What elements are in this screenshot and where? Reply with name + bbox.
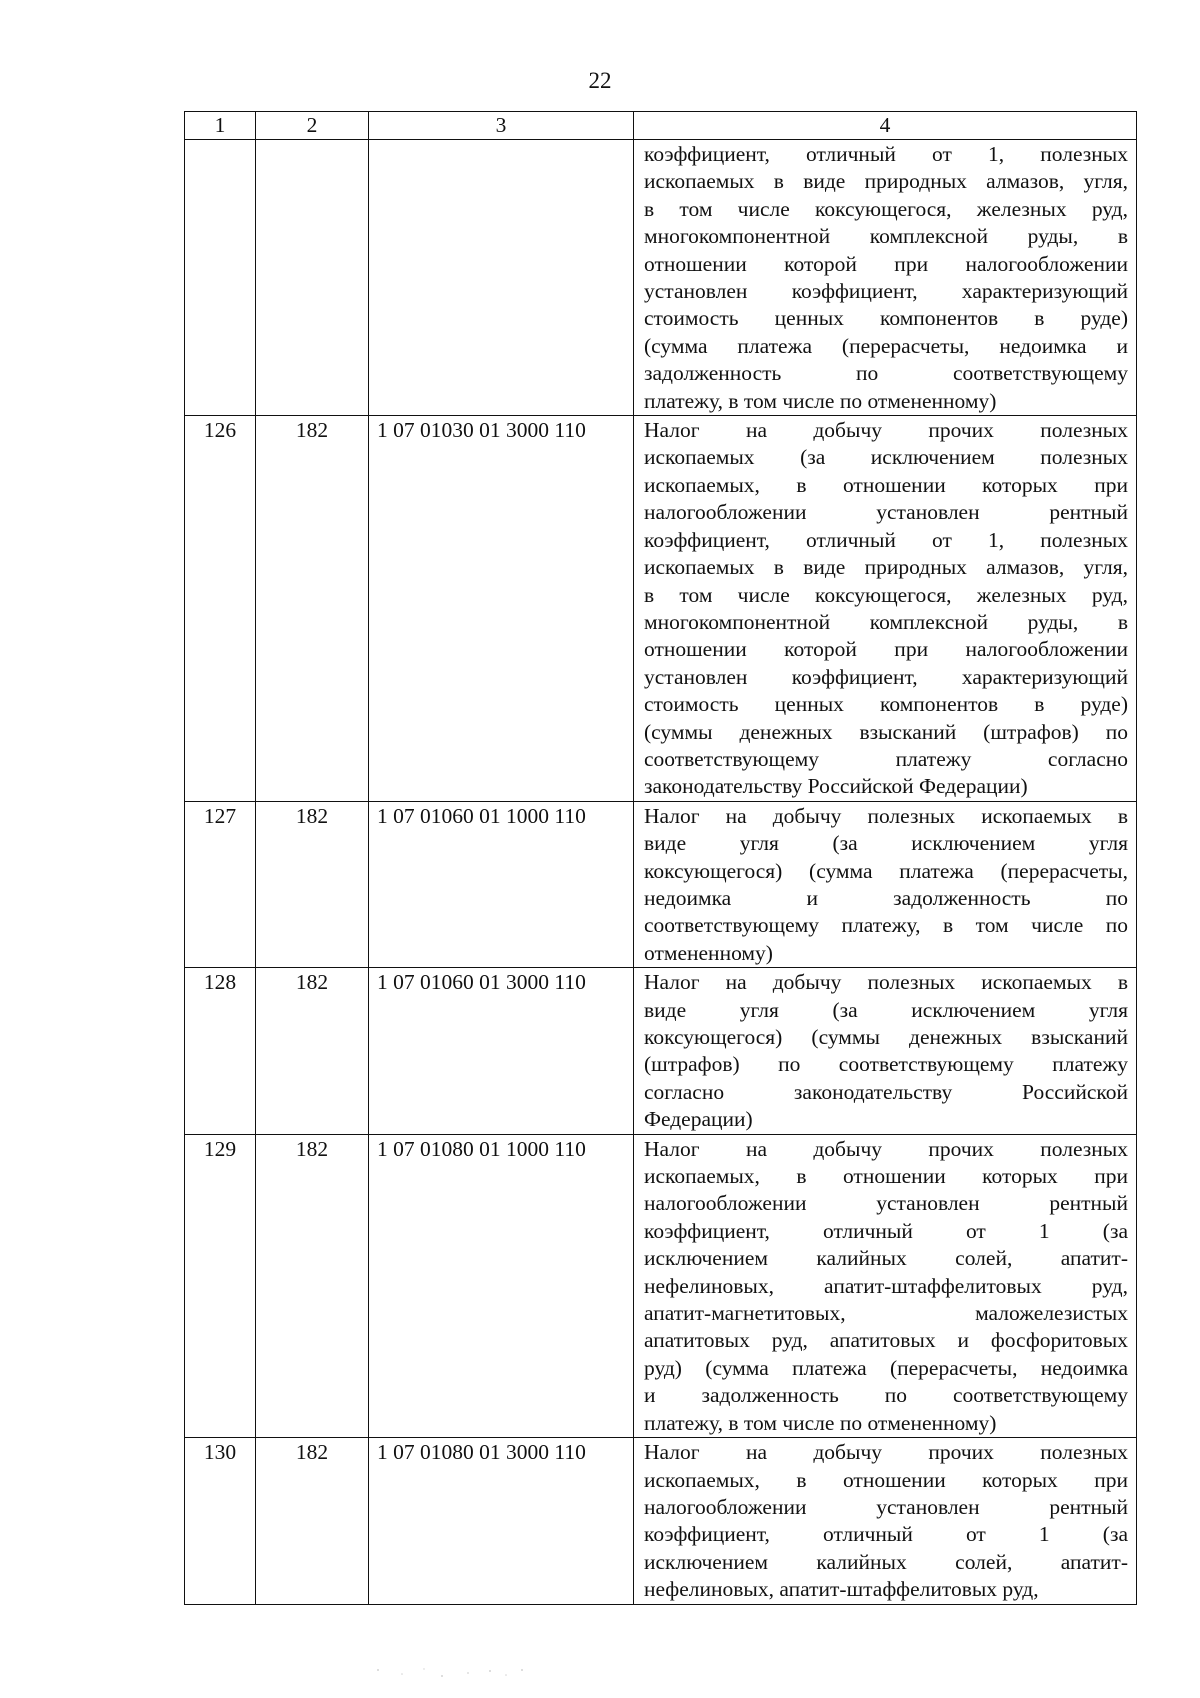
description-line: задолженность по соответствующему [644,361,1128,386]
income-description [634,1134,1137,1437]
scan-smudge [372,1665,532,1679]
budget-classification-code: 1 07 01080 01 1000 110 [369,1134,634,1437]
description-line: исключением калийных солей, апатит- [644,1549,1128,1574]
description-line: платежу, в том числе по отмененному) [644,388,997,413]
administrator-code: 182 [256,968,369,1134]
administrator-code: 182 [256,1438,369,1604]
description-line: налогообложении установлен рентный [644,1494,1128,1519]
description-line: налогообложении установлен рентный [644,500,1128,525]
description-line: апатитовых руд, апатитовых и фосфоритовых [644,1328,1128,1353]
table-row [185,140,1137,416]
description-line: (сумма платежа (перерасчеты, недоимка и [644,333,1128,358]
row-number: 127 [185,801,256,967]
description-line: (суммы денежных взысканий (штрафов) по [644,719,1128,744]
description-line: виде угля (за исключением угля [644,831,1128,856]
budget-classification-code: 1 07 01030 01 3000 110 [369,416,634,802]
description-line: Налог на добычу прочих полезных [644,1136,1128,1161]
description-line: установлен коэффициент, характеризующий [644,664,1128,689]
header-col-3: 3 [369,112,634,140]
table-row [185,1438,1137,1604]
description-line: коксующегося) (сумма платежа (перерасчеты, [644,858,1128,883]
description-line: стоимость ценных компонентов в руде) [644,306,1128,331]
description-line: коксующегося) (суммы денежных взысканий [644,1025,1128,1049]
administrator-code [256,140,369,416]
description-line: (штрафов) по соответствующему платежу [644,1052,1128,1077]
description-line: Налог на добычу полезных ископаемых в [644,970,1128,995]
table-header-row [185,112,1137,140]
row-number [185,140,256,416]
budget-classification-code: 1 07 01060 01 3000 110 [369,968,634,1134]
description-line: недоимка и задолженность по [644,885,1128,910]
description-line: ископаемых, в отношении которых при [644,1164,1128,1189]
table-row [185,801,1137,967]
description-line: Налог на добычу прочих полезных [644,1440,1128,1465]
income-description [634,1438,1137,1604]
description-line: ископаемых, в отношении которых при [644,472,1128,497]
table-row [185,968,1137,1134]
table-body [185,140,1137,1605]
administrator-code: 182 [256,801,369,967]
description-line: установлен коэффициент, характеризующий [644,279,1128,304]
budget-codes-table [184,111,1137,1605]
description-line: в том числе коксующегося, железных руд, [644,196,1128,221]
header-col-4: 4 [634,112,1137,140]
budget-classification-code: 1 07 01060 01 1000 110 [369,801,634,967]
header-col-1: 1 [185,112,256,140]
budget-classification-code [369,140,634,416]
description-line: виде угля (за исключением угля [644,997,1128,1022]
description-line: ископаемых (за исключением полезных [644,445,1128,470]
income-description [634,140,1137,416]
description-line: нефелиновых, апатит-штаффелитовых руд, [644,1273,1128,1298]
administrator-code: 182 [256,1134,369,1437]
description-line: и задолженность по соответствующему [644,1383,1128,1408]
description-line: коэффициент, отличный от 1, полезных [644,142,1128,166]
description-line: отмененному) [644,940,773,965]
description-line: ископаемых в виде природных алмазов, угля, [644,169,1128,194]
description-line: многокомпонентной комплексной руды, в [644,224,1128,249]
description-line: налогообложении установлен рентный [644,1191,1128,1216]
row-number: 126 [185,416,256,802]
description-line: ископаемых, в отношении которых при [644,1467,1128,1492]
description-line: апатит-магнетитовых, маложелезистых [644,1301,1128,1326]
description-line: нефелиновых, апатит-штаффелитовых руд, [644,1577,1039,1602]
description-line: отношении которой при налогообложении [644,637,1128,662]
description-line: в том числе коксующегося, железных руд, [644,582,1128,607]
row-number: 130 [185,1438,256,1604]
description-line: отношении которой при налогообложении [644,251,1128,276]
table-row [185,416,1137,802]
description-line: коэффициент, отличный от 1, полезных [644,527,1128,552]
table-row [185,1134,1137,1437]
description-line: ископаемых в виде природных алмазов, угля, [644,555,1128,580]
description-line: согласно законодательству Российской [644,1079,1128,1104]
income-description [634,416,1137,802]
row-number: 129 [185,1134,256,1437]
income-description [634,968,1137,1134]
description-line: руд) (сумма платежа (перерасчеты, недоимка [644,1355,1128,1380]
row-number: 128 [185,968,256,1134]
description-line: Федерации) [644,1107,753,1132]
description-line: соответствующему платежу, в том числе по [644,913,1128,938]
income-description [634,801,1137,967]
description-line: коэффициент, отличный от 1 (за [644,1218,1128,1243]
description-line: исключением калийных солей, апатит- [644,1246,1128,1271]
description-line: коэффициент, отличный от 1 (за [644,1522,1128,1547]
administrator-code: 182 [256,416,369,802]
description-line: законодательству Российской Федерации) [644,774,1028,799]
budget-classification-code: 1 07 01080 01 3000 110 [369,1438,634,1604]
description-line: Налог на добычу прочих полезных [644,418,1128,443]
description-line: стоимость ценных компонентов в руде) [644,692,1128,717]
description-line: платежу, в том числе по отмененному) [644,1410,997,1435]
header-col-2: 2 [256,112,369,140]
description-line: многокомпонентной комплексной руды, в [644,609,1128,634]
description-line: Налог на добычу полезных ископаемых в [644,803,1128,828]
description-line: соответствующему платежу согласно [644,746,1128,771]
page-number: 22 [588,68,612,93]
